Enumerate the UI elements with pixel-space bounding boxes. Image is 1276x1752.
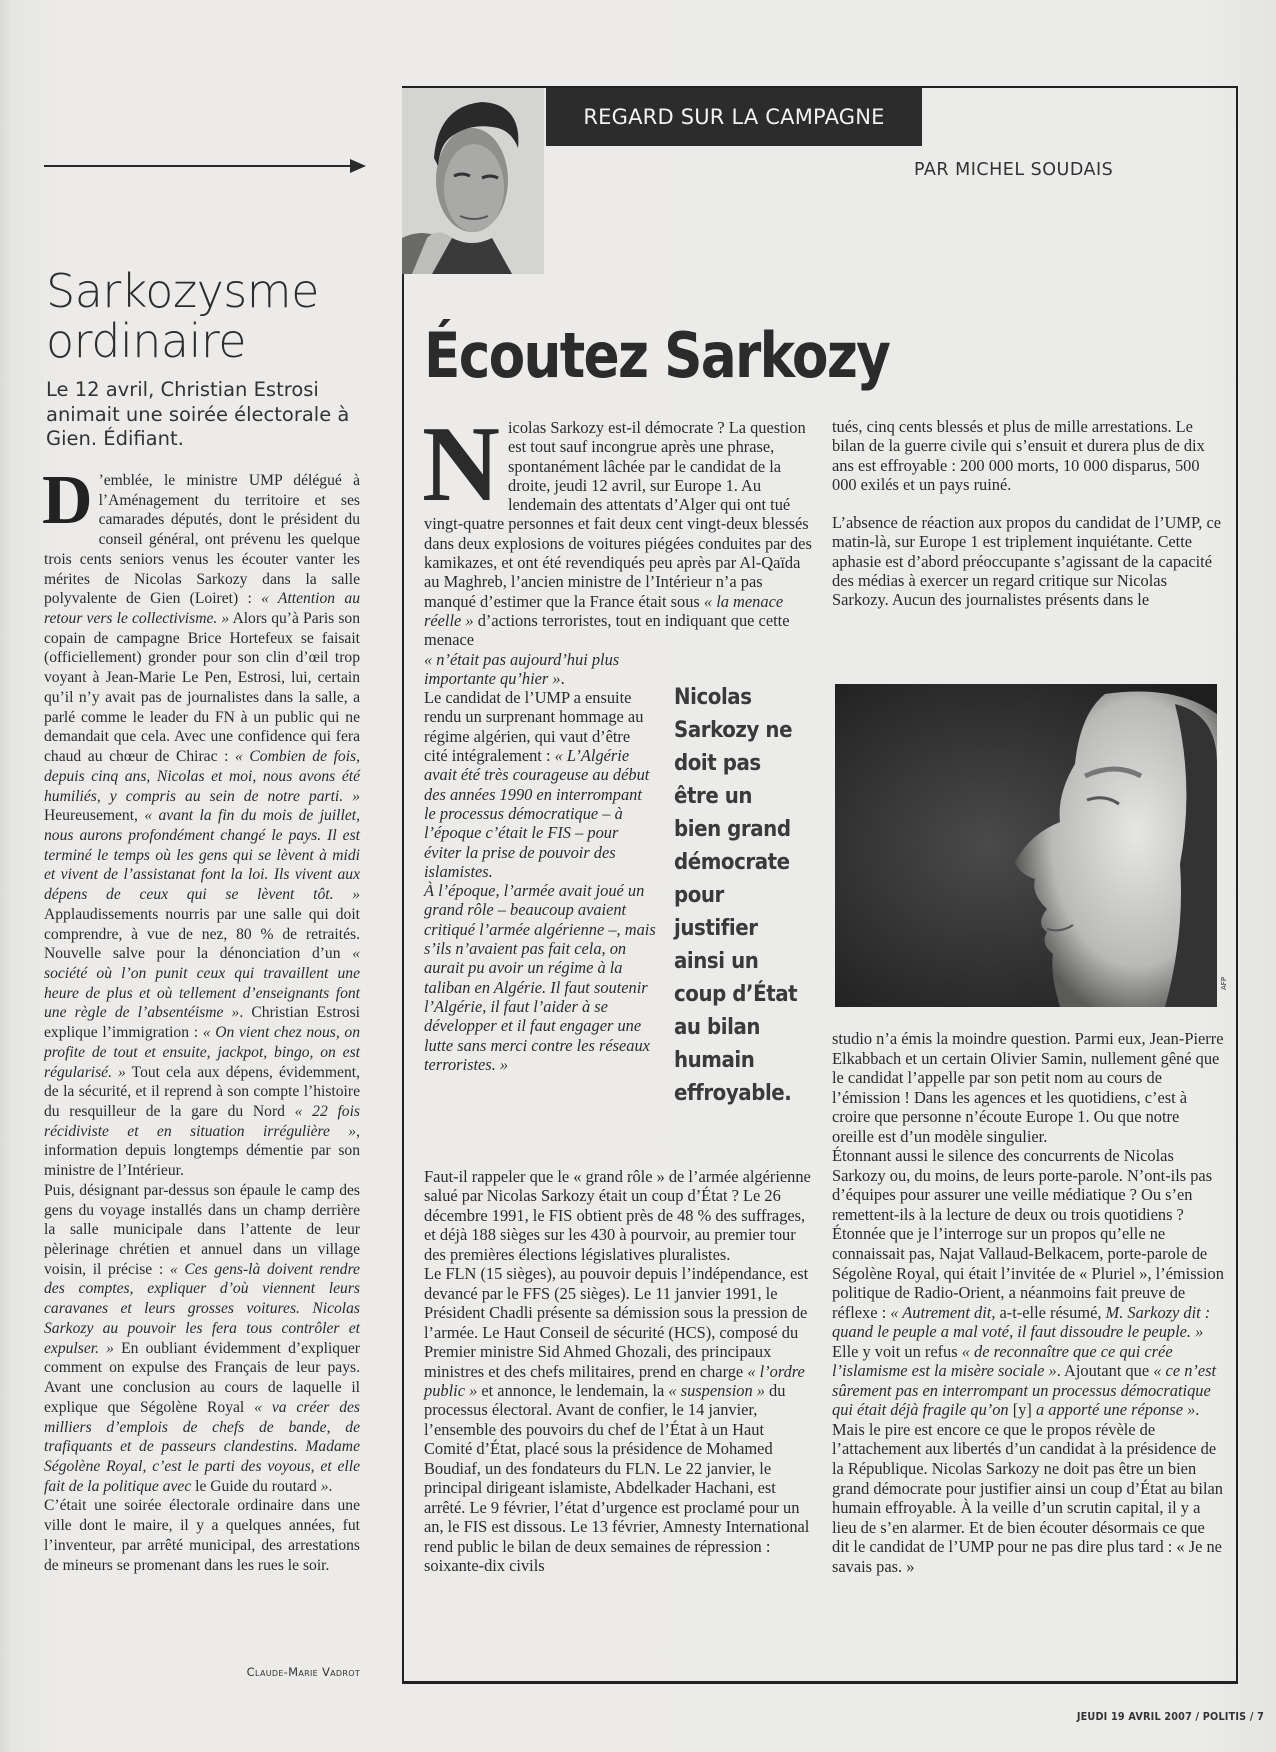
column-c-top [832, 417, 1222, 610]
quoted-text: « On vient chez nous, on profite de tout et ensuite, jackpot, bingo, on est régularisé. » [44, 1024, 361, 1081]
text-run: Applaudissements nourris par une salle qui doit comprendre, à vue de nez, 80 % de retraités. Nouvelle salve pour la dénonciation d’un [44, 905, 360, 963]
column-c-bottom [832, 1029, 1224, 1576]
photo-credit: AFP [1220, 976, 1228, 990]
sidebar-article-title [46, 266, 366, 366]
text-run: Heureusement, [44, 807, 145, 825]
author-portrait-image [402, 88, 544, 274]
text-run: icolas Sarkozy est-il démocrate ? La question est tout sauf incongrue après une phrase, spontanément lâchée par le candidat de la droite, jeudi 12 avril, sur Europe 1. Au lendemain des attentats d’Alger qui ont tué vingt-quatre personnes et fait deux cent vingt-deux blessés dans deux explosions de voitures piégées conduites par des kamikazes, et ont été revendiqués peu après par Al-Qaïda au Maghreb, l’ancien ministre de l’Intérieur n’a pas manqué d’estimer que la France était sous [424, 418, 812, 611]
text-run: , information depuis longtemps démentie par son ministre de l’Intérieur. [44, 1122, 360, 1180]
quoted-text: « suspension » [668, 1380, 765, 1400]
sidebar-article-text [42, 462, 361, 1574]
quoted-text: a apporté une réponse » [1035, 1400, 1196, 1420]
text-run: Alors qu’à Paris son copain de campagne Brice Hortefeux se faisait (officiellement) gronder pour son clin d’œil trop voyant à Jean-Marie Le Pen, Estrosi, lui, certain qu’il n’y avait pas de journalistes dans la salle, a parlé comme le leader du FN à un public qui ne demandait que cela. Avec une confidence qui fera chaud au chœur de Chirac : [44, 610, 360, 766]
text-run: le Guide du routard [191, 1477, 321, 1495]
quoted-text: « Ces gens-là doivent rendre des comptes, expliquer d’où viennent leurs caravanes et leurs grosses voitures. Nicolas Sarkozy au pouvoir les fera tous contrôler et expulser. » [44, 1260, 360, 1357]
text-run: Le FLN (15 sièges), au pouvoir depuis l’indépendance, est devancé par le FFS (25 sièges). Le 11 janvier 1991, le Président Chadli présente sa démission sous la pression de l’armée. Le Haut Conseil de sécurité (HCS), composé du Premier ministre Sid Ahmed Ghozali, des principaux ministres et des chefs militaires, prend en charge [424, 1264, 809, 1381]
text-run: Tout cela aux dépens, évidemment, de la sécurité, et il reprend à son compte l’histoire du resquilleur de la gare du Nord [44, 1063, 360, 1120]
quoted-text: « va créer des milliers d’emplois de chefs de bande, de trafiquants et de passeurs clandestins. Madame Ségolène Royal, c’est le parti des voyous, et elle fait de la politique avec [44, 1398, 360, 1495]
text-run: ’emblée, le ministre UMP délégué à l’Aménagement du territoire et ses camarades députés, dont le président du conseil général, ont prévenu les quelque trois cents seniors venus les écouter vanter les mérites de Nicolas Sarkozy dans la salle polyvalente de Gien (Loiret) : [44, 472, 360, 608]
text-run: du processus électoral. Avant de confier, le 14 janvier, l’ensemble des pouvoirs du chef de l’État à un Haut Comité d’État, placé sous la présidence de Mohamed Boudiaf, un des fondateurs du FLN. Le 22 janvier, le principal dirigeant islamiste, Abdelkader Hachani, est arrêté. Le 9 février, l’état d’urgence est proclamé pour un an, le FIS est dissous. Le 13 février, Amnesty International rend public le bilan de deux semaines de répression : soixante-dix civils [424, 1380, 810, 1576]
text-run: . Ajoutant que [1056, 1361, 1154, 1381]
text-run: Puis, désignant par-dessus son épaule le camp des gens du voyage installés dans un champ derrière la salle municipale dans l’attente de leur pèlerinage chrétien et annuel dans un village voisin, il précise : [44, 1181, 360, 1278]
page-folio: JEUDI 19 AVRIL 2007 / POLITIS / 7 [1076, 1710, 1264, 1723]
text-run: studio n’a émis la moindre question. Parmi eux, Jean-Pierre Elkabbach et un certain Olivier Samin, nullement gêné que le candidat l’appelle par son petit nom au cours de l’émission ! Dans les agences et les quotidiens, c’est à croire que personne n’écoute Europe 1. Ou que notre oreille est d’un modèle singulier. [832, 1029, 1224, 1146]
profile-photo-image [835, 684, 1217, 1007]
text-run: . [328, 1477, 333, 1495]
text-run: Étonnant aussi le silence des concurrents de Nicolas Sarkozy ou, du moins, de leurs porte-parole. N’ont-ils pas d’équipes pour assurer une veille médiatique ? Ou s’en remettent-ils à la lecture de deux ou trois quotidiens ? Étonnée que je l’interroge sur un propos qu’elle ne connaissait pas, Najat Vallaud-Belkacem, porte-parole de Ségolène Royal, qui était l’invitée de « Pluriel », l’émission politique de Radio-Orient, a néanmoins fait preuve de réflexe : [832, 1146, 1224, 1322]
quoted-text: « 22 fois récidiviste et en situation irrégulière » [44, 1103, 361, 1140]
sidebar-article-dek: Le 12 avril, Christian Estrosi animait une soirée électorale à Gien. Édifiant. [46, 378, 350, 450]
quoted-text: « la menace réelle » [424, 591, 784, 630]
quoted-text: « de reconnaître que ce qui crée l’islamisme est la misère sociale » [832, 1341, 1173, 1381]
sidebar-article-body [42, 462, 361, 1575]
headline: Écoutez Sarkozy [424, 319, 890, 392]
quoted-text: « n’était pas aujourd’hui plus importante qu’hier » [424, 649, 620, 688]
text-run: Elle y voit un refus [832, 1341, 962, 1361]
text-run: . Christian Estrosi explique l’immigration : [44, 1004, 360, 1042]
narrow-column-text [424, 650, 656, 1075]
quoted-text: « L’Algérie avait été très courageuse au début des années 1990 en interrompant le processus démocratique – à l’époque c’était le FIS – pour éviter la prise de pouvoir des islamistes. [424, 746, 650, 881]
pull-quote: Nicolas Sarkozy ne doit pas être un bien grand démocrate pour justifier ainsi un coup d’État au bilan humain effroyable. [674, 684, 798, 1106]
paragraph: L’absence de réaction aux propos du candidat de l’UMP, ce matin-là, sur Europe 1 est triplement inquiétante. Cette aphasie est d’abord préoccupante s’agissant de la capacité des médias à exercer un regard critique sur Nicolas Sarkozy. Aucun des journalistes présents dans le [832, 513, 1221, 610]
text-run: Le candidat de l’UMP a ensuite rendu un surprenant hommage au régime algérien, qui vaut d’être cité intégralement : [424, 688, 644, 766]
quoted-text: « société où l’on punit ceux qui travaillent une heure de plus et où tellement d’enseignants font une règle de l’absentéisme » [44, 945, 360, 1022]
author-portrait-photo [402, 88, 544, 274]
rubric-banner: REGARD SUR LA CAMPAGNE [546, 88, 922, 146]
sidebar-article-signature: Claude-Marie Vadrot [246, 1665, 360, 1679]
quoted-text: » [320, 1477, 329, 1495]
column-b-continuation [424, 1167, 816, 1576]
quoted-text: « Combien de fois, depuis cinq ans, Nicolas et moi, nous avons été humiliés, y compris au sein de notre parti. » [44, 748, 360, 805]
text-run: Mais le pire est encore ce que le propos révèle de l’attachement aux libertés d’un candidat à la présidence de la République. Nicolas Sarkozy ne doit pas être un bien grand démocrate pour justifier ainsi un coup d’État au bilan humain effroyable. À la veille d’un scrutin capital, il y a lieu de s’en alarmer. Et de bien écouter désormais ce que dit le candidat de l’UMP pour ne pas dire plus tard : « Je ne savais pas. » [832, 1419, 1223, 1576]
text-run: . [1195, 1400, 1200, 1420]
byline: PAR MICHEL SOUDAIS [914, 160, 1114, 180]
text-run: d’actions terroristes, tout en indiquant que cette menace [424, 610, 790, 650]
text-run: [y] [1008, 1400, 1036, 1420]
title-line-1: Sarkozysme [46, 264, 319, 318]
text-run: En oubliant évidemment d’expliquer comment on expulse des Français de leur pays. Avant une conclusion au cours de laquelle il explique que Ségolène Royal [44, 1339, 360, 1416]
paragraph: tués, cinq cents blessés et plus de mille arrestations. Le bilan de la guerre civile qui s’ensuit et durera plus de dix ans est effroyable : 200 000 morts, 10 000 disparus, 500 000 exilés et un pays ruiné. [832, 417, 1205, 494]
quoted-text: À l’époque, l’armée avait joué un grand rôle – beaucoup avaient critiqué l’armée algérienne –, mais s’ils n’avaient pas fait cela, on aurait pu avoir un régime à la taliban en Algérie. Il faut soutenir l’Algérie, il faut l’aider à se développer et il faut engager une lutte sans merci contre les réseaux terroristes. » [424, 881, 656, 1074]
text-run: C’était une soirée électorale ordinaire dans une ville dont le maire, il y a quelques années, fut l’inventeur, par arrêté municipal, des arrestations de mineurs se promenant dans les rues le soir. [44, 1497, 360, 1574]
quoted-text: « avant la fin du mois de juillet, nous aurons profondément changé le pays. Il est terminé le temps où les gens qui se lèvent à midi et vivent de l’assistanat font la loi. Ils vivent aux dépens de ceux qui se lèvent tôt. » [44, 807, 360, 904]
text-run: . [560, 668, 565, 688]
text-run: a-t-elle résumé, [995, 1302, 1106, 1322]
quoted-text: M. Sarkozy dit : quand le peuple a mal voté, il faut dissoudre le peuple. » [832, 1302, 1211, 1342]
quoted-text: « l’ordre public » [424, 1361, 805, 1400]
sarkozy-profile-photo [835, 684, 1217, 1007]
arrow-rule [44, 165, 362, 167]
text-run: et annonce, le lendemain, la [477, 1380, 669, 1400]
drop-cap: D [42, 462, 93, 539]
quoted-text: « Attention au retour vers le collectivisme. » [44, 590, 360, 628]
quoted-text: « Autrement dit, [890, 1302, 996, 1322]
text-run: Faut-il rappeler que le « grand rôle » de l’armée algérienne salué par Nicolas Sarkozy était un coup d’État ? Le 26 décembre 1991, le FIS obtient près de 48 % des suffrages, et déjà 188 sièges sur les 430 à pourvoir, au premier tour des premières élections législatives pluralistes. [424, 1167, 811, 1264]
arrow-right-icon [350, 159, 366, 173]
quoted-text: « ce n’est sûrement pas en interrompant un processus démocratique qui était déjà fragile qu’on [832, 1361, 1217, 1420]
drop-cap: N [422, 405, 500, 524]
title-line-2: ordinaire [46, 314, 247, 368]
